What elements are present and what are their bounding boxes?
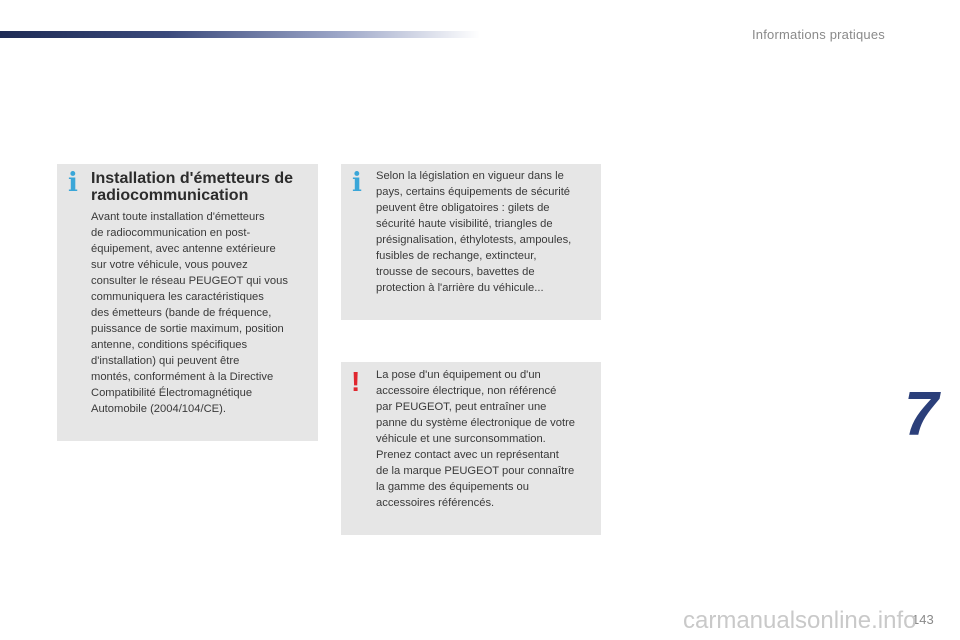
watermark: carmanualsonline.info xyxy=(683,607,917,634)
section-title: Informations pratiques xyxy=(751,27,885,42)
chapter-number: 7 xyxy=(904,380,939,449)
page-number: 143 xyxy=(912,612,934,627)
box-text-safety-equipment: Selon la législation en vigueur dans le pays, certains équipements de sécurité peuvent être obligatoires : gilets de sécurité haute visibilité, triangles de présignalisation, éthylotests, ampoules, fusibles de rechange, extincteur, trousse de secours, bavettes de protection à l'arrière du véhicule... xyxy=(376,170,572,294)
box-title: Installation d'émetteurs de radiocommunication xyxy=(91,170,294,204)
box-text-radio-transmitters: Avant toute installation d'émetteurs de radiocommunication en post- équipement, avec antenne extérieure sur votre véhicule, vous pouvez consulter le réseau PEUGEOT qui vous communiquera les caractéristiques des émetteurs (bande de fréquence, puissance de sortie maximum, position antenne, conditions spécifiques d'installation) qui peuvent être montés, conformément à la Directive Compatibilité Électromagnétique Automobile (2004/104/CE). xyxy=(91,211,288,415)
warning-icon: ! xyxy=(351,366,361,397)
info-icon: i xyxy=(68,168,78,198)
info-icon: i xyxy=(352,168,362,198)
box-text-electrical-accessories: La pose d'un équipement ou d'un accessoire électrique, non référencé par PEUGEOT, peut entraîner une panne du système électronique de votre véhicule et une surconsommation. Prenez contact avec un représentant de la marque PEUGEOT pour connaître la gamme des équipements ou accessoires référencés. xyxy=(376,369,576,509)
header-accent-bar xyxy=(0,31,480,38)
